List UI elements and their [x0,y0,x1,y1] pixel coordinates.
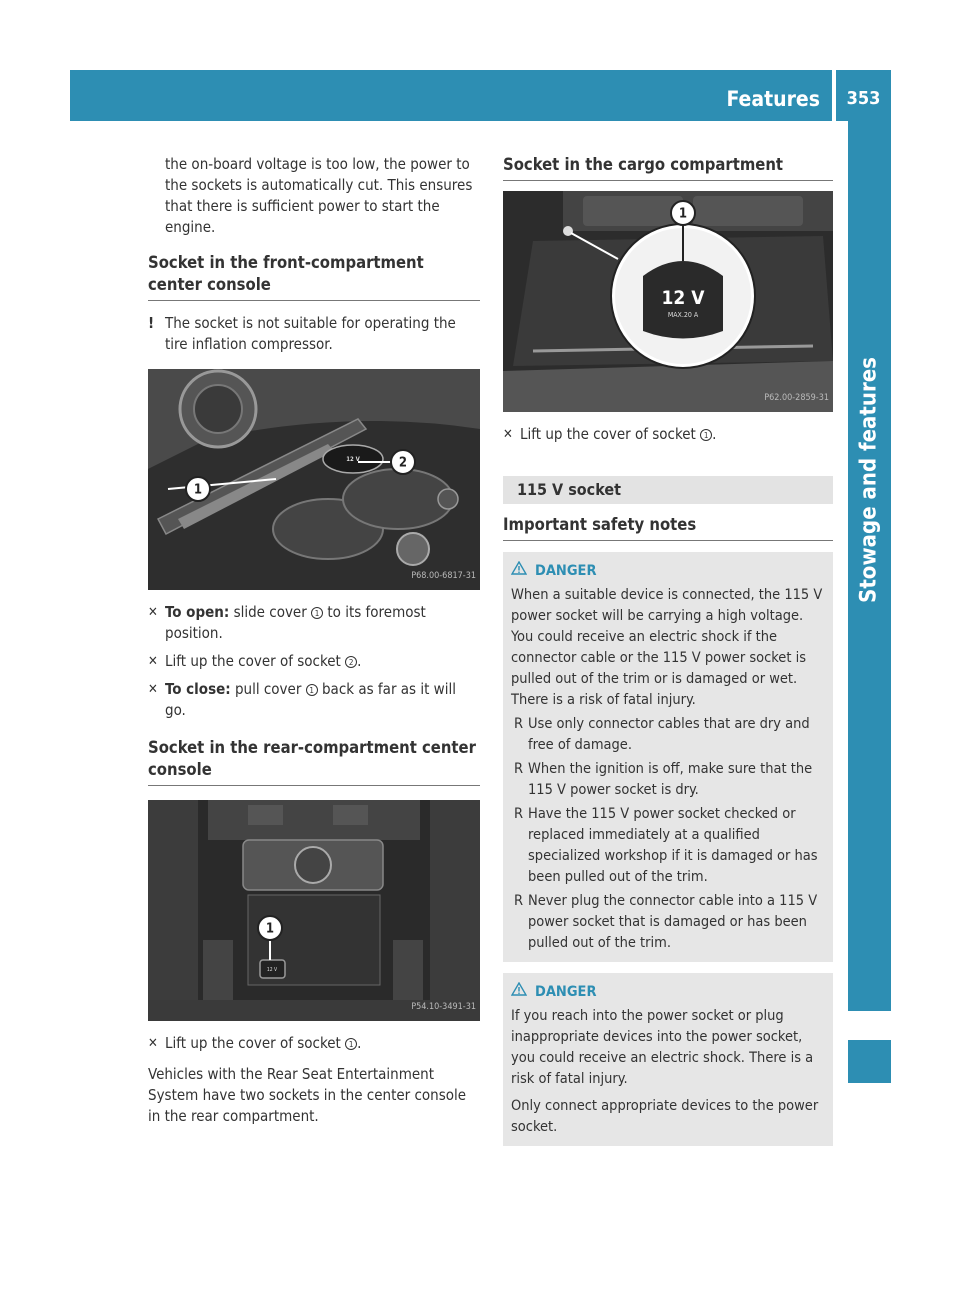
photo-code: P68.00-6817-31 [411,571,476,581]
step-text: Lift up the cover of socket [165,1034,341,1052]
rear-heading: Socket in the rear-compartment center console [148,737,480,786]
step-front-lift [148,651,480,672]
bullet-text: Never plug the connector cable into a 115 V power socket that is damaged or has been pulled out of the trim. [528,893,818,951]
arrow-marker-icon: ✕ [148,654,158,669]
safety-heading: Important safety notes [503,514,833,541]
side-square-marker [848,1040,891,1083]
danger-heading [511,561,825,582]
bullet-text: When the ignition is off, make sure that the 115 V power socket is dry. [528,761,813,798]
arrow-marker-icon: ✕ [148,1036,158,1051]
photo-code: P54.10-3491-31 [411,1002,476,1012]
cargo-heading: Socket in the cargo compartment [503,154,833,181]
rear-note: Vehicles with the Rear Seat Entertainment System have two sockets in the center console in the rear compartment. [148,1065,467,1125]
step-rear-lift [148,1033,480,1054]
callout-1: 1 [678,206,688,222]
exclamation-icon: ! [148,314,155,332]
danger-bullet [511,804,825,888]
step-text: slide cover [233,603,307,621]
step-text: pull cover [234,680,302,698]
danger-title: DANGER [535,563,597,579]
step-text-after: back as far as it will go. [165,680,456,719]
bullet-text: Have the 115 V power socket checked or replaced immediately at a qualified specialized workshop if it is damaged or has been pulled out of the trim. [528,806,818,885]
front-heading: Socket in the front-compartment center console [148,252,480,301]
section-title: Features [726,87,820,111]
bullet-dot: R [514,716,524,732]
danger-box-2 [503,973,833,1146]
right-column [503,154,833,1146]
step-text: Lift up the cover of socket [520,425,696,443]
warning-triangle-icon [511,982,527,1003]
ref-circle: 1 [306,684,318,696]
left-column [148,154,480,1127]
bullet-dot: R [514,761,524,777]
warning-triangle-icon [511,561,527,582]
danger-title: DANGER [535,984,597,1000]
danger-text: Only connect appropriate devices to the power socket. [511,1098,819,1135]
ref-circle: 1 [311,607,323,619]
header-bar [70,70,832,121]
side-tab-label: Stowage and features [856,357,882,603]
ref-circle: 2 [345,656,357,668]
note [148,313,480,355]
socket-label: 12 V [661,287,705,309]
danger-bullet [511,714,825,756]
danger-text: If you reach into the power socket or plug inappropriate devices into the power socket, you could receive an electric shock. There is a risk of fatal injury. [511,1008,814,1087]
arrow-marker-icon: ✕ [148,682,158,697]
photo-code: P62.00-2859-31 [764,393,829,403]
photo-cargo [503,191,833,412]
bullet-dot: R [514,893,524,909]
step-front-open [148,602,480,644]
danger-heading [511,982,825,1003]
bullet-dot: R [514,806,524,822]
step-front-close [148,679,480,721]
step-bold-label: To close: [165,680,231,698]
step-bold-label: To open: [165,603,230,621]
danger-text: When a suitable device is connected, the 115 V power socket will be carrying a high voltage. You could receive an electric shock if the connector cable or the 115 V power socket is pulled out of the trim or is damaged or wet. There is a risk of fatal injury. [511,587,823,708]
note-text: The socket is not suitable for operating the tire inflation compressor. [165,314,456,353]
bullet-text: Use only connector cables that are dry and free of damage. [528,716,810,753]
arrow-marker-icon: ✕ [503,427,513,442]
arrow-marker-icon: ✕ [148,605,158,620]
step-text-after: to its foremost position. [165,603,426,642]
ref-circle: 1 [700,429,712,441]
callout-2: 2 [398,455,408,471]
intro-text: the on-board voltage is too low, the power to the sockets is automatically cut. This ensures that there is sufficient power to start the engine. [165,155,473,236]
socket-sublabel: MAX.20 A [667,311,699,319]
page-number: 353 [846,88,881,109]
step-text: Lift up the cover of socket [165,652,341,670]
step-text-after: . [357,652,362,670]
socket-label: 12 V [266,967,278,973]
danger-bullet [511,759,825,801]
section-bar-115v: 115 V socket [503,476,833,504]
danger-bullet [511,891,825,954]
photo-front-console [148,369,480,590]
danger-box-1 [503,552,833,962]
step-text-after: . [357,1034,362,1052]
callout-1: 1 [193,482,203,498]
photo-rear-console [148,800,480,1021]
ref-circle: 1 [345,1038,357,1050]
socket-label: 12 V [346,456,360,463]
callout-1: 1 [265,921,275,937]
step-text-after: . [712,425,717,443]
step-cargo-lift [503,424,833,445]
